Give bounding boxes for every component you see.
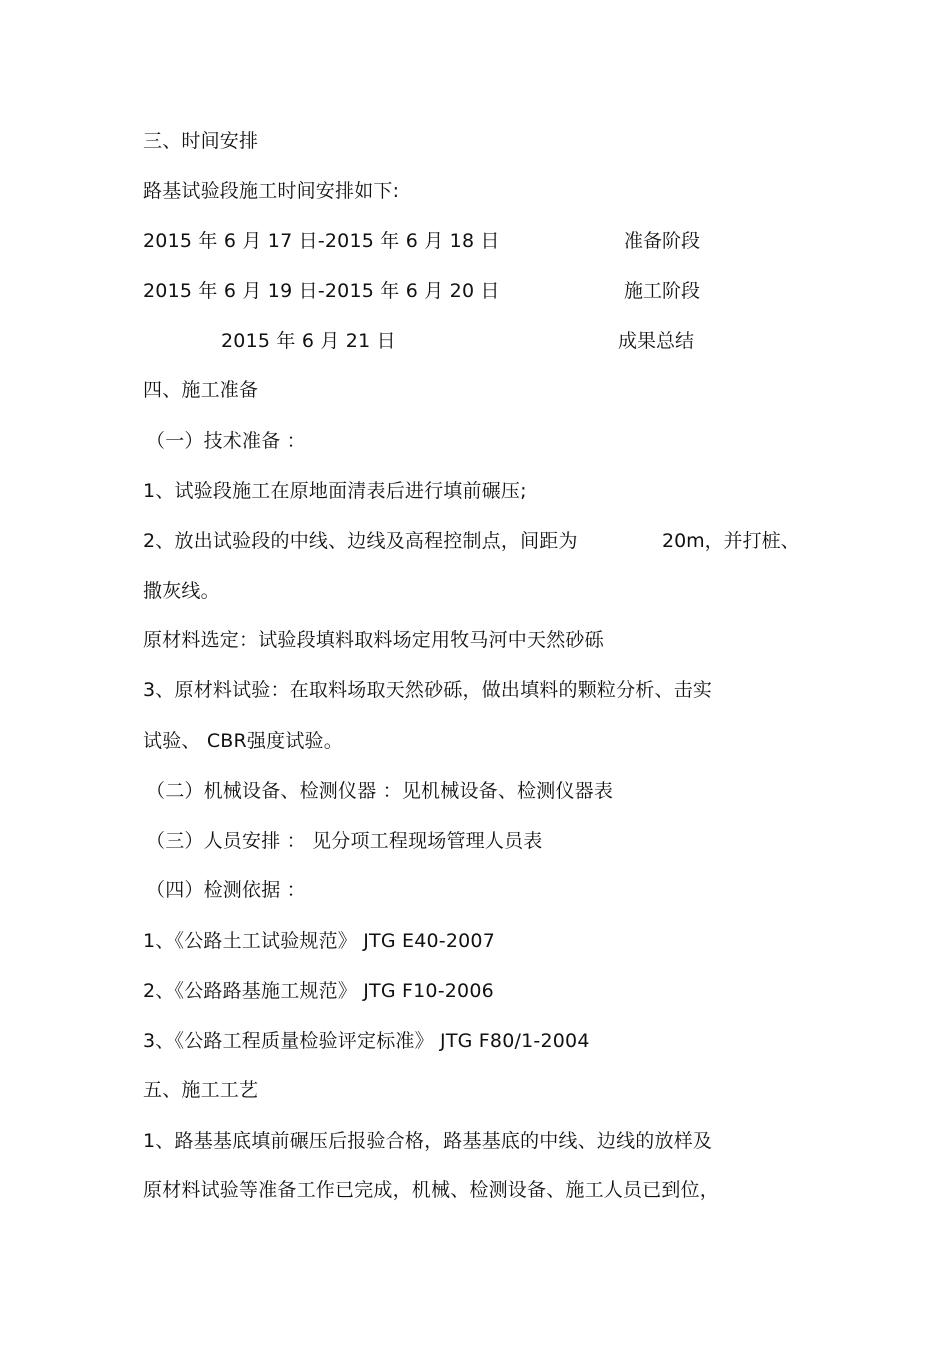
schedule-stage-3: 成果总结 [618, 330, 695, 352]
equipment-heading: （二）机械设备、检测仪器 ：见机械设备、检测仪器表 [146, 780, 614, 802]
schedule-period-2: 2015 年 6 月 19 日-2015 年 6 月 20 日 [143, 280, 500, 302]
basis-item-2: 2、《公路路基施工规范》 JTG F10-2006 [143, 980, 494, 1002]
schedule-stage-1: 准备阶段 [624, 230, 701, 252]
item-3-line-2: 试验、 CBR强度试验。 [143, 730, 343, 752]
item-2-line-1: 2、放出试验段的中线、边线及高程控制点，间距为 [143, 530, 578, 552]
section3-heading: 三、时间安排 [143, 130, 259, 152]
basis-heading: （四）检测依据 ： [146, 879, 306, 901]
material-select: 原材料选定：试验段填料取料场定用牧马河中天然砂砾 [143, 629, 604, 651]
tech-prep-heading: （一）技术准备 ： [146, 430, 306, 452]
schedule-stage-2: 施工阶段 [624, 280, 701, 302]
personnel-heading: （三）人员安排 ： 见分项工程现场管理人员表 [146, 830, 543, 852]
item-1: 1、试验段施工在原地面清表后进行填前碾压; [143, 480, 527, 502]
item-2-value: 20m，并打桩、 [662, 530, 800, 552]
schedule-period-1: 2015 年 6 月 17 日-2015 年 6 月 18 日 [143, 230, 500, 252]
schedule-period-3: 2015 年 6 月 21 日 [221, 330, 396, 352]
basis-item-1: 1、《公路土工试验规范》 JTG E40-2007 [143, 930, 495, 952]
section3-intro: 路基试验段施工时间安排如下: [143, 180, 400, 202]
item-2-line-2: 撒灰线。 [143, 580, 220, 602]
process-line-1: 1、路基基底填前碾压后报验合格，路基基底的中线、边线的放样及 [143, 1130, 713, 1152]
section4-heading: 四、施工准备 [143, 379, 259, 401]
basis-item-3: 3、《公路工程质量检验评定标准》 JTG F80/1-2004 [143, 1030, 590, 1052]
process-line-2: 原材料试验等准备工作已完成，机械、检测设备、施工人员已到位， [143, 1179, 720, 1201]
item-3-line-1: 3、原材料试验：在取料场取天然砂砾，做出填料的颗粒分析、击实 [143, 679, 713, 701]
section5-heading: 五、施工工艺 [143, 1079, 259, 1101]
